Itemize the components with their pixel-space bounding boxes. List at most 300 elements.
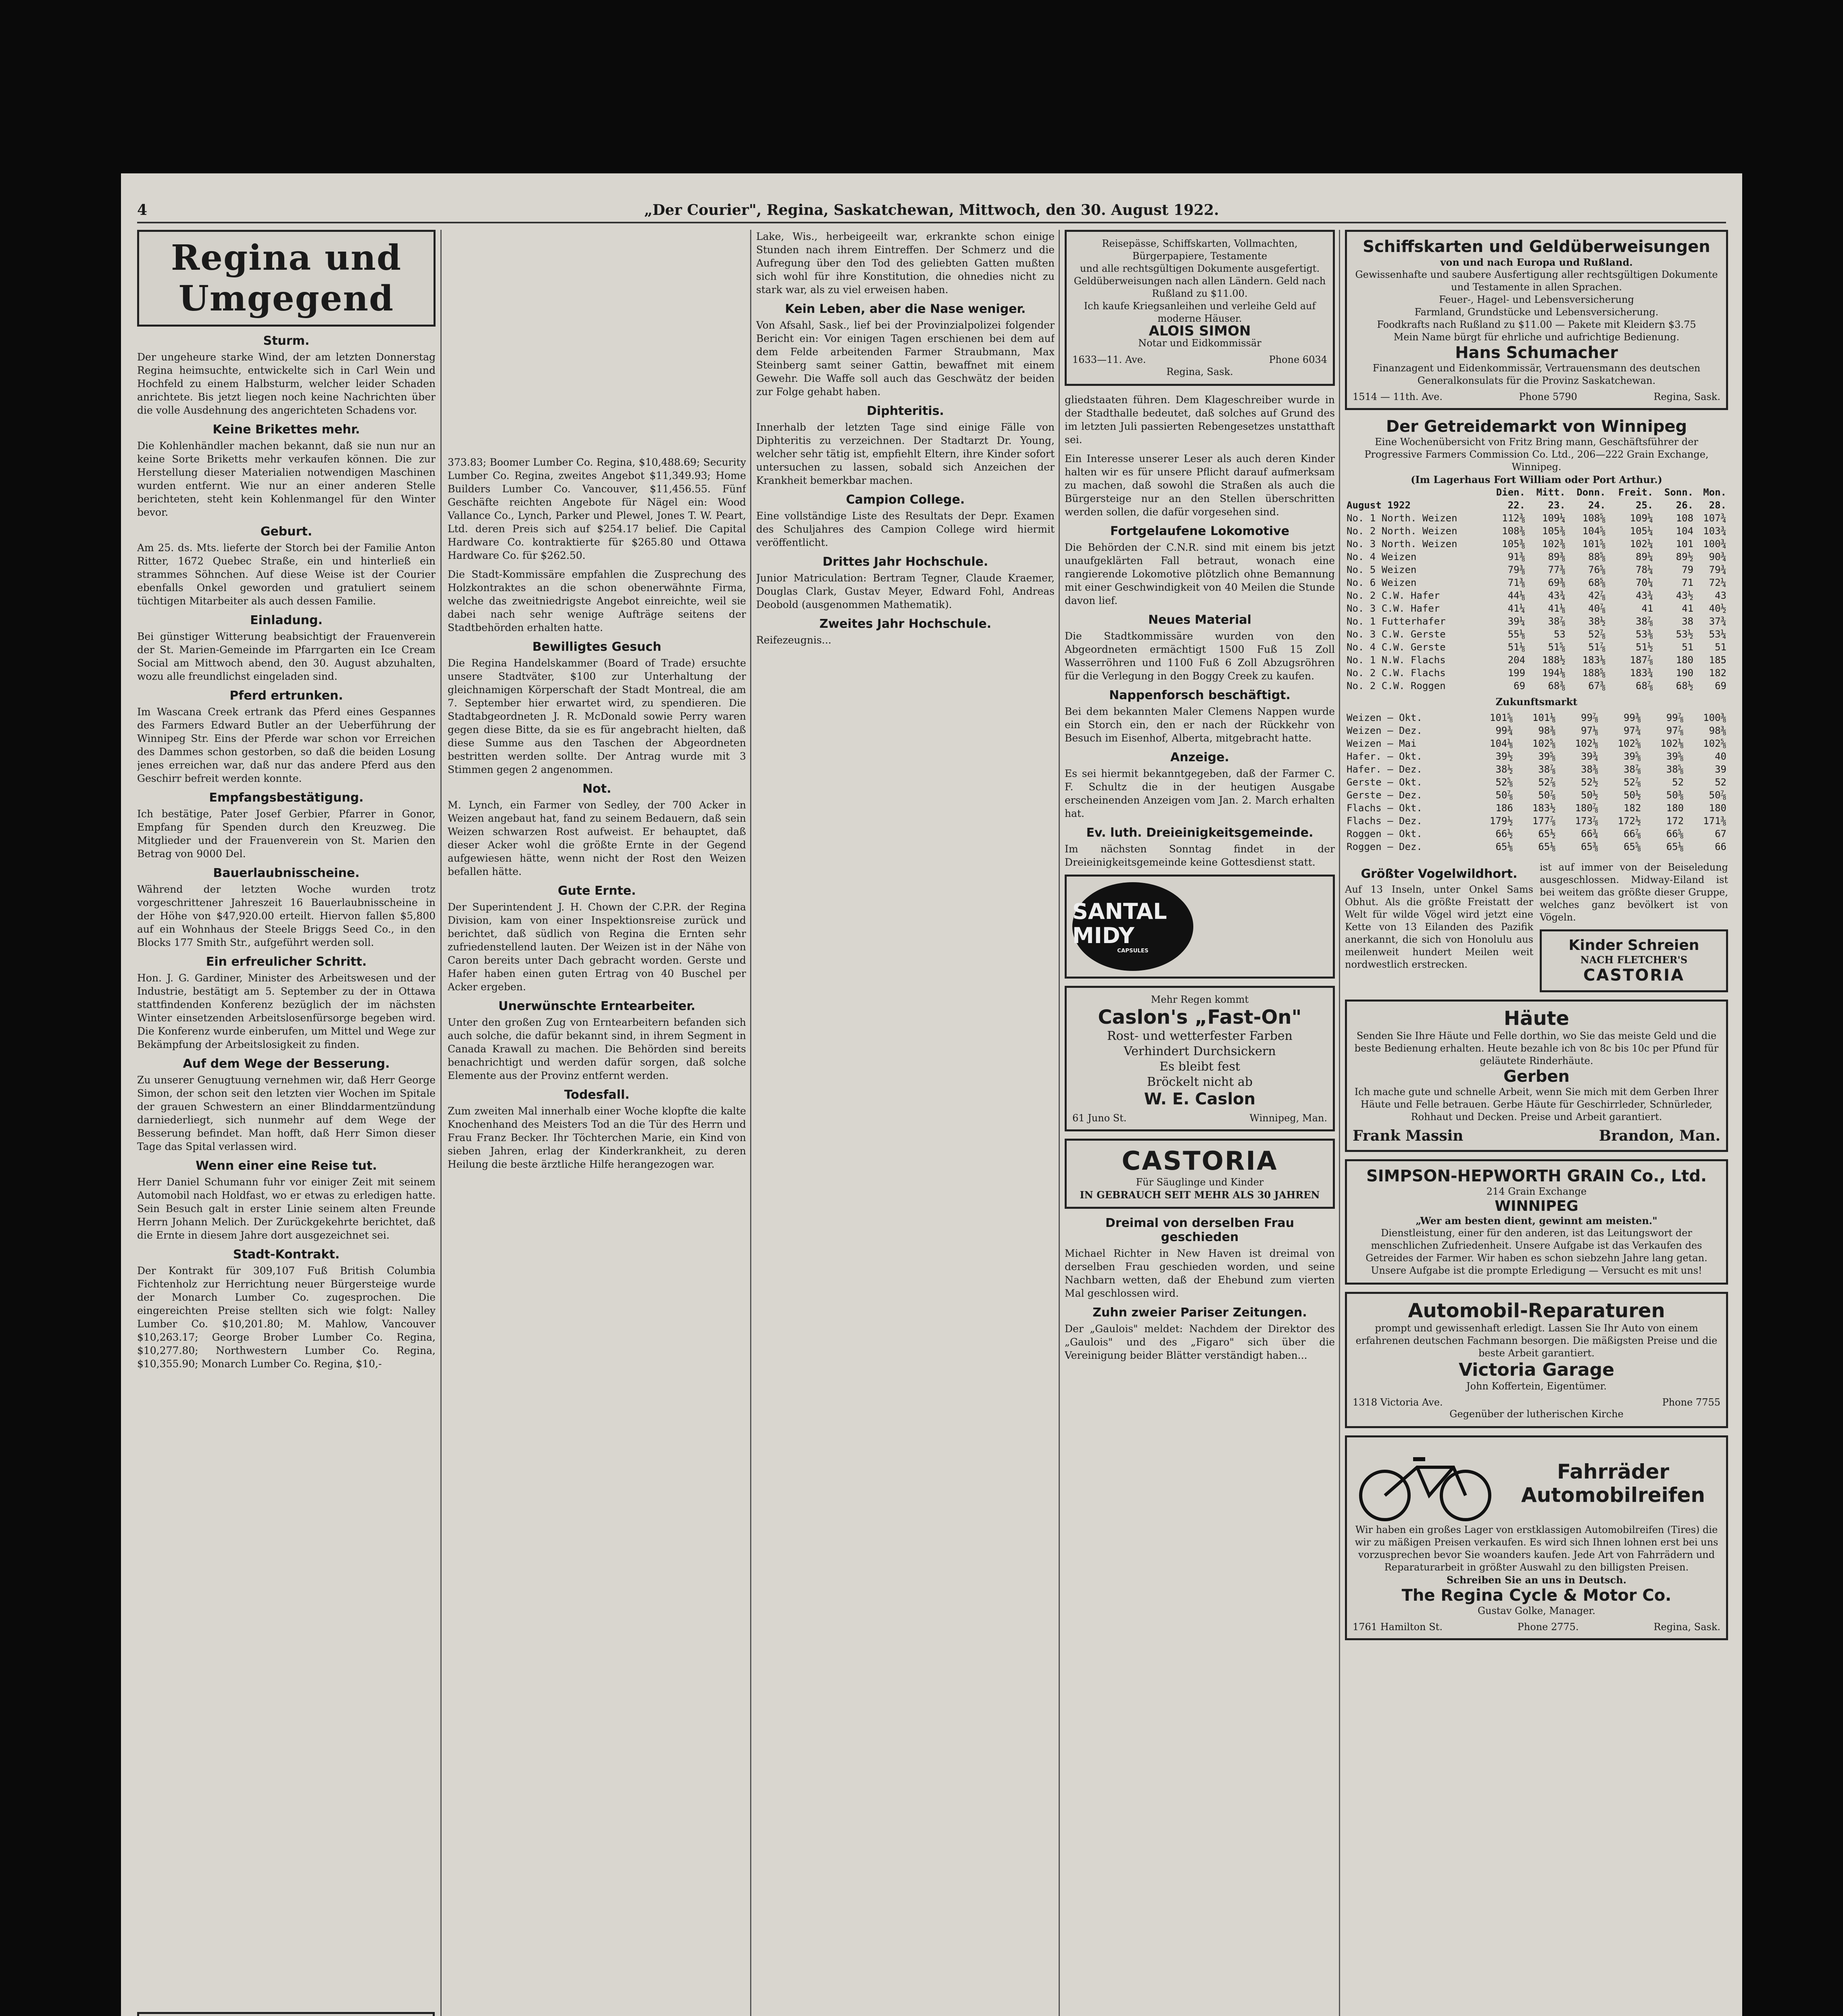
- grain-price: 38⅝: [1666, 764, 1684, 775]
- futures-body: [1345, 711, 1728, 853]
- grain-price: 43¾: [1548, 590, 1566, 601]
- grain-price: 43¾: [1636, 590, 1653, 601]
- table-row: [1345, 814, 1728, 827]
- grain-price: 100¾: [1703, 538, 1726, 550]
- grain-price: 172½: [1618, 815, 1641, 827]
- schiff-tagline: Finanzagent und Eidenkommissär, Vertrauensmann des deutschen Generalkonsulats für die Provinz Saskatchewan.: [1372, 362, 1701, 386]
- grain-market: [1345, 417, 1728, 853]
- grain-price: 98⅜: [1709, 725, 1726, 736]
- column-3-articles: [756, 230, 1055, 647]
- grain-price: 66: [1715, 841, 1726, 852]
- haeute-ad: [1345, 1000, 1728, 1152]
- ad-line: Es bleibt fest: [1159, 1060, 1240, 1074]
- grain-price: 79⅜: [1507, 564, 1526, 575]
- auto-name: Victoria Garage: [1458, 1360, 1615, 1380]
- grain-price: 102⅜: [1542, 538, 1566, 550]
- table-row: [1345, 827, 1728, 840]
- grain-price: 41: [1641, 603, 1653, 614]
- caslon-title: Caslon's „Fast-On": [1098, 1006, 1302, 1029]
- grain-price: 89¼: [1636, 551, 1653, 562]
- article-heading: Zweites Jahr Hochschule.: [819, 617, 992, 631]
- kinder-line1: Kinder Schreien: [1568, 937, 1699, 954]
- grain-price: 100⅜: [1703, 712, 1726, 723]
- grain-price: 71⅜: [1507, 577, 1526, 588]
- castoria-title: CASTORIA: [1122, 1146, 1278, 1176]
- grain-price: 50⅞: [1538, 789, 1556, 801]
- article-text: Im nächsten Sonntag findet in der Dreieinigkeitsgemeinde keine Gottesdienst statt.: [1065, 843, 1335, 868]
- grain-price: 187⅞: [1630, 654, 1653, 666]
- article-heading: Ev. luth. Dreieinigkeitsgemeinde.: [1086, 826, 1313, 840]
- table-row: [1345, 641, 1728, 654]
- grain-table: [1345, 486, 1728, 692]
- grain-price: 51: [1715, 641, 1726, 653]
- article-heading: Sturm.: [263, 334, 310, 348]
- caslon-city: Winnipeg, Man.: [1249, 1112, 1327, 1124]
- grain-price: 89½: [1676, 551, 1694, 562]
- grain-price: 183½: [1532, 802, 1556, 814]
- grain-price: 50½: [1623, 789, 1641, 801]
- table-row: [1345, 615, 1728, 628]
- grain-price: 97⅞: [1666, 725, 1684, 736]
- page-header: [137, 198, 1726, 223]
- simon-name: ALOIS SIMON: [1149, 323, 1251, 339]
- grain-price: 109¼: [1630, 512, 1653, 524]
- castoria-sub: Für Säuglinge und Kinder: [1136, 1177, 1264, 1188]
- grain-price: 39⅝: [1666, 751, 1684, 762]
- ad-line: Rost- und wetterfester Farben: [1107, 1029, 1293, 1043]
- grain-intro: Eine Wochenübersicht von Fritz Bring mann, Geschäftsführer der Progressive Farmers Commission Co. Ltd., 206—222 Grain Exchange, Winnipeg.: [1364, 436, 1709, 473]
- cycle-title1: Fahrräder: [1557, 1460, 1669, 1483]
- cycle-header: [1353, 1443, 1720, 1524]
- grain-price: 102⅝: [1532, 738, 1556, 749]
- column-rule: [1059, 230, 1060, 2016]
- article-text: Die Stadt-Kommissäre empfahlen die Zusprechung des Holzkontraktes an die schon obenerwähnte Firma, welche das zweitniedrigste Angebot einreichte, weil sie dabei nach sehr wenige Aufträge seitens der Stadtbehörden erhalten hatte.: [448, 569, 746, 633]
- column-2-articles: [448, 456, 746, 1171]
- grain-price: 188⅝: [1582, 667, 1606, 679]
- article-text: 373.83; Boomer Lumber Co. Regina, $10,488.69; Security Lumber Co. Regina, zweites Angebot $11,349.93; Home Builders Lumber Co. Vancouver, $11,456.55. Fünf Geschäfte reichten Angebote für Nägel ein: Wood Vallance Co., Lynch, Parker und Plewel, Jones T. W. Peart, Ltd. deren Preis sich auf $254.17 belief. Die Capital Hardware Co. kontraktierte für $265.80 und Ottawa Hardware Co. für $262.50.: [448, 456, 746, 561]
- haeute-city: Brandon, Man.: [1599, 1127, 1720, 1144]
- grain-price: 108⅝: [1582, 512, 1606, 524]
- grain-price: 99⅞: [1581, 712, 1599, 723]
- article-text: Am 25. ds. Mts. lieferte der Storch bei der Familie Anton Ritter, 1672 Quebec Straße, ein und hinterließ ein strammes Söhnchen. Auf diese Weise ist der Courier ebenfalls Onkel geworden und gratuliert seinem tüchtigen Mitarbeiter als auch dessen Familie.: [137, 542, 436, 607]
- grain-price: 109¼: [1542, 512, 1566, 524]
- article-text: Die Kohlenhändler machen bekannt, daß sie nun nur an keine Sorte Briketts mehr verkaufen können. Die zur Herstellung dieser Materialien notwendigen Maschinen wurden entfernt. Wie nur an einer anderen Stelle berichteten, steht kein Kohlenmangel für den Winter bevor.: [137, 440, 436, 518]
- article-text: Innerhalb der letzten Tage sind einige Fälle von Diphteritis zu verzeichnen. Der Stadtarzt Dr. Young, welcher sehr tätig ist, empfiehlt Eltern, ihre Kinder sofort untersuchen zu lassen, sobald sich Anzeichen der Krankheit bemerkbar machen.: [756, 421, 1055, 486]
- grain-price: 39: [1715, 764, 1726, 775]
- grain-price: 65⅛: [1666, 841, 1684, 852]
- grain-price: 99⅜: [1623, 712, 1641, 723]
- caslon-ad: [1065, 986, 1335, 1131]
- grain-price: 204: [1507, 654, 1526, 666]
- grain-price: 102¼: [1630, 538, 1653, 550]
- grain-price: 180: [1709, 802, 1726, 814]
- table-row: [1345, 512, 1728, 525]
- article-heading: Geburt.: [260, 525, 313, 539]
- grain-price: 104: [1676, 525, 1694, 537]
- haeute-footer: [1353, 1127, 1720, 1144]
- grain-price: 43: [1715, 590, 1726, 601]
- caslon-address: 61 Juno St.: [1072, 1112, 1127, 1124]
- grain-price: 66¾: [1581, 828, 1599, 839]
- grain-label: Flachs — Okt.: [1347, 802, 1422, 814]
- kinder-ad: [1540, 929, 1728, 992]
- simpson-ad: [1345, 1159, 1728, 1285]
- column-1-articles: [137, 334, 436, 1370]
- ad-line: Foodkrafts nach Rußland zu $11.00 — Pakete mit Kleidern $3.75: [1377, 319, 1696, 330]
- article-text: gliedstaaten führen. Dem Klageschreiber wurde in der Stadthalle bedeutet, daß solches auf Grund des im letzten Juli passierten Rebengesetzes unstatthaft sei.: [1065, 394, 1335, 446]
- grain-body: [1345, 512, 1728, 692]
- simon-ad: [1065, 230, 1335, 386]
- kinder-line2: NACH FLETCHER'S: [1580, 954, 1688, 966]
- auto-title: Automobil-Reparaturen: [1408, 1300, 1665, 1322]
- grain-label: Flachs — Dez.: [1347, 815, 1422, 827]
- grain-price: 69: [1715, 680, 1726, 691]
- grain-price: 40⅞: [1588, 603, 1606, 614]
- grain-price: 88⅝: [1588, 551, 1606, 562]
- grain-label: No. 1 N.W. Flachs: [1347, 654, 1446, 666]
- grain-label: Weizen — Okt.: [1347, 712, 1422, 723]
- grain-label: No. 3 C.W. Hafer: [1347, 603, 1440, 614]
- article-heading: Bauerlaubnisscheine.: [213, 866, 360, 880]
- grain-day: Sonn.: [1664, 487, 1694, 498]
- masthead-title: Regina und Umgegend: [171, 237, 402, 319]
- grain-date: 25.: [1636, 500, 1653, 511]
- grain-price: 38: [1682, 616, 1694, 627]
- grain-price: 51½: [1636, 641, 1653, 653]
- grain-label: Hafer. — Okt.: [1347, 751, 1422, 762]
- grain-date: 23.: [1548, 500, 1566, 511]
- table-row: [1345, 789, 1728, 802]
- grain-price: 98⅜: [1538, 725, 1556, 736]
- grain-label: No. 2 C.W. Flachs: [1347, 667, 1446, 679]
- grain-price: 102⅝: [1703, 738, 1726, 749]
- table-row: [1345, 525, 1728, 537]
- article-text: Der Superintendent J. H. Chown der C.P.R. der Regina Division, kam von einer Inspektionsreise zurück und berichtet, daß südlich von Regina die Ernten sehr zufriedenstellend lauten. Der Weizen ist in der Nähe von Caron bereits unter Dach gebracht worden. Gerste und Hafer haben einen guten Ertrag von 40 Buschel per Acker ergeben.: [448, 901, 746, 993]
- grain-price: 41⅛: [1548, 603, 1566, 614]
- table-row: [1345, 711, 1728, 724]
- column-rule: [1339, 230, 1340, 2016]
- grain-price: 107¾: [1703, 512, 1726, 524]
- grain-price: 38½: [1588, 616, 1606, 627]
- vogel-left-text: Auf 13 Inseln, unter Onkel Sams Obhut. Als die größte Freistatt der Welt für wilde Vögel wird jetzt eine Kette von 13 Eilanden des Pazifik anerkannt, die sich von Honolulu aus meilenweit hundert Meilen weit nordwestlich erstrecken.: [1345, 884, 1533, 970]
- grain-price: 68½: [1676, 680, 1694, 691]
- table-row: [1345, 750, 1728, 763]
- grain-label: Gerste — Dez.: [1347, 789, 1422, 801]
- table-row: [1345, 550, 1728, 563]
- grain-label: Roggen — Okt.: [1347, 828, 1422, 839]
- grain-price: 66½: [1495, 828, 1513, 839]
- page-number: 4: [137, 202, 148, 219]
- simon-city: Regina, Sask.: [1166, 366, 1233, 377]
- article-text: Ein Interesse unserer Leser als auch deren Kinder halten wir es für unsere Pflicht darauf aufmerksam zu machen, daß sowohl die Straßen als auch die Bürgersteige nur an den Stellen überschritten werden sollen, die dafür vorgesehen sind.: [1065, 453, 1335, 518]
- grain-date: 22.: [1507, 500, 1526, 511]
- ad-line: Verhindert Durchsickern: [1124, 1044, 1276, 1058]
- grain-price: 105⅜: [1542, 525, 1566, 537]
- article-heading: Gute Ernte.: [558, 884, 636, 898]
- santal-oval: [1072, 882, 1193, 971]
- column-rule: [440, 230, 442, 2016]
- simpson-address: 214 Grain Exchange: [1486, 1186, 1587, 1197]
- cycle-footer: [1353, 1621, 1720, 1633]
- grain-price: 39½: [1495, 751, 1513, 762]
- article-heading: Todesfall.: [564, 1088, 630, 1102]
- article-heading: Neues Material: [1148, 613, 1251, 627]
- grain-price: 104⅛: [1490, 738, 1513, 749]
- grain-price: 50⅞: [1495, 789, 1513, 801]
- grain-price: 52½: [1581, 777, 1599, 788]
- simpson-text: Dienstleistung, einer für den anderen, ist das Leitungswort der menschlichen Zufriedenheit. Unsere Aufgabe ist das Verkaufen des Getreides der Farmer. Wir haben es schon siebzehn Jahre lang getan. Unsere Aufgabe ist die prompte Erledigung — Versucht es mit uns!: [1366, 1227, 1707, 1276]
- auto-text: prompt und gewissenhaft erledigt. Lassen Sie Ihr Auto von einem erfahrenen deutschen Fachmann besorgen. Die mäßigsten Preise und die beste Arbeit garantiert.: [1355, 1322, 1718, 1359]
- article-text: Von Afsahl, Sask., lief bei der Provinzialpolizei folgender Bericht ein: Vor einigen Tagen erschienen bei dem auf dem Felde arbeitenden Farmer Straubmann, Max Steinberg samt seiner Gattin, bewaffnet mit einem Gewehr. Die Waffe soll auch das Geschwätz der beiden zur Folge gehabt haben.: [756, 319, 1055, 398]
- grain-price: 89⅜: [1548, 551, 1566, 562]
- grain-price: 171⅜: [1703, 815, 1726, 827]
- ad-line: Reisepässe, Schiffskarten, Vollmachten, Bürgerpapiere, Testamente: [1102, 238, 1298, 262]
- grain-price: 52⅞: [1538, 777, 1556, 788]
- table-row: [1345, 724, 1728, 737]
- grain-price: 71: [1682, 577, 1694, 588]
- grain-day: Freit.: [1618, 487, 1653, 498]
- column-5: [1345, 230, 1728, 2016]
- kinder-line3: CASTORIA: [1583, 966, 1685, 985]
- grain-price: 72¼: [1709, 577, 1726, 588]
- table-row: [1345, 628, 1728, 641]
- article-text: Der Kontrakt für 309,107 Fuß British Columbia Fichtenholz zur Herrichtung neuer Bürgersteige wurde der Monarch Lumber Co. zugesprochen. Die eingereichten Preise stellten sich wie folgt: Nalley Lumber Co. $10,201.80; M. Mahlow, Vancouver $10,263.17; George Brober Lumber Co. Regina, $10,277.80; Northwestern Lumber Co. Regina, $10,355.90; Monarch Lumber Co. Regina, $10,-: [137, 1265, 436, 1370]
- ad-line: Feuer-, Hagel- und Lebensversicherung: [1439, 294, 1634, 305]
- grain-price: 183¾: [1630, 667, 1653, 679]
- castoria-ad: [1065, 1139, 1335, 1209]
- grain-price: 50½: [1581, 789, 1599, 801]
- grain-price: 79¾: [1709, 564, 1726, 575]
- gurken-ad: [137, 2012, 435, 2016]
- caslon-lines: [1072, 1029, 1327, 1090]
- grain-price: 180⅞: [1575, 802, 1599, 814]
- grain-price: 179½: [1490, 815, 1513, 827]
- grain-price: 102⅛: [1660, 738, 1684, 749]
- grain-price: 105⅜: [1502, 538, 1526, 550]
- grain-price: 69: [1514, 680, 1526, 691]
- grain-price: 68⅜: [1548, 680, 1566, 691]
- grain-price: 108: [1676, 512, 1694, 524]
- grain-label: Roggen — Dez.: [1347, 841, 1422, 852]
- grain-label: No. 3 C.W. Gerste: [1347, 629, 1446, 640]
- grain-price: 112⅜: [1502, 512, 1526, 524]
- grain-date: 24.: [1588, 500, 1606, 511]
- grain-price: 186: [1495, 802, 1513, 814]
- article-heading: Kein Leben, aber die Nase weniger.: [785, 302, 1026, 316]
- simon-lines: [1072, 237, 1327, 325]
- simpson-motto: „Wer am besten dient, gewinnt am meisten.": [1416, 1215, 1657, 1227]
- grain-price: 55⅛: [1507, 629, 1526, 640]
- article-text: Der „Gaulois" meldet: Nachdem der Direktor des „Gaulois" und des „Figaro" sich über die Vereinigung beider Blätter verständigt haben...: [1065, 1323, 1335, 1361]
- grain-day: Donn.: [1576, 487, 1606, 498]
- grain-price: 190: [1676, 667, 1694, 679]
- article-text: Ich bestätige, Pater Josef Gerbier, Pfarrer in Gonor, Empfang für Spenden durch den Kreuzweg. Die Mitglieder und der Frauenverein von St. Marien den Betrag von 9000 Del.: [137, 808, 436, 860]
- grain-price: 99⅞: [1666, 712, 1684, 723]
- grain-price: 38⅞: [1623, 764, 1641, 775]
- grain-price: 79: [1682, 564, 1694, 575]
- table-row: [1345, 776, 1728, 789]
- grain-label: Weizen — Mai: [1347, 738, 1417, 749]
- cycle-text: Wir haben ein großes Lager von erstklassigen Automobilreifen (Tires) die wir zu mäßigen Preisen verkaufen. Es wird sich Ihnen lohnen erst bei uns vorzusprechen bevor Sie woanders kaufen. Jede Art von Fahrrädern und Reparaturarbeit in größter Auswahl zu den billigsten Preisen.: [1355, 1524, 1718, 1573]
- grain-price: 188½: [1542, 654, 1566, 666]
- article-text: Hon. J. G. Gardiner, Minister des Arbeitswesen und der Industrie, bestätigt am 5. September zu der in Ottawa stattfindenden Konferenz bezüglich der im nächsten Winter einsetzenden Arbeitslosenfürsorge begeben wird. Die Konferenz wurde einberufen, um Mittel und Wege zur Bekämpfung der Arbeitslosigkeit zu finden.: [137, 972, 436, 1050]
- simon-title: Notar und Eidkommissär: [1138, 337, 1261, 349]
- grain-label: No. 2 North. Weizen: [1347, 525, 1457, 537]
- article-heading: Ein erfreulicher Schritt.: [206, 955, 367, 969]
- auto-ad: [1345, 1292, 1728, 1428]
- article-text: M. Lynch, ein Farmer von Sedley, der 700 Acker in Weizen angebaut hat, fand zu seinem Bedauern, daß sein Weizen schwarzen Rost aufweist. Er behauptet, daß dieser Acker wohl die größte Ernte in der Gegend aufgewiesen hätte, wenn nicht der Rost den Weizen befallen hätte.: [448, 799, 746, 877]
- grain-price: 78¼: [1636, 564, 1653, 575]
- grain-price: 52⅞: [1623, 777, 1641, 788]
- article-text: Junior Matriculation: Bertram Tegner, Claude Kraemer, Douglas Clark, Gustav Meyer, Edward Fohl, Andreas Deobold (ausgenommen Mathematik).: [756, 572, 1055, 610]
- article-text: Im Wascana Creek ertrank das Pferd eines Gespannes des Farmers Edward Butler an der Ueberführung der Winnipeg Str. Eins der Pferde war schon vor Erreichen des Dammes schon gestorben, so daß die beiden Losung jenes erreichen war, daß nur das andere Pferd aus den Geschirr befreit werden konnte.: [137, 706, 436, 784]
- grain-price: 70¼: [1636, 577, 1653, 588]
- auto-phone: Phone 7755: [1662, 1397, 1720, 1408]
- grain-price: 51: [1682, 641, 1694, 653]
- santal-sub: CAPSULES: [1117, 948, 1149, 954]
- article-heading: Dreimal von derselben Frau geschieden: [1105, 1216, 1295, 1244]
- article-text: Eine vollständige Liste des Resultats der Depr. Examen des Schuljahres des Campion College wird hiermit veröffentlicht.: [756, 510, 1055, 548]
- grain-day: Mon.: [1703, 487, 1726, 498]
- grain-label: Gerste — Okt.: [1347, 777, 1422, 788]
- article-text: Herr Daniel Schumann fuhr vor einiger Zeit mit seinem Automobil nach Holdfast, wo er etwas zu erledigen hatte. Sein Besuch galt in erster Linie seinem alten Freunde Herrn Johann Melich. Der Zurückgekehrte berichtet, daß die Ernte in diesem Jahre dort ausgezeichnet sei.: [137, 1176, 436, 1241]
- column-rule: [750, 230, 751, 2016]
- article-text: Zu unserer Genugtuung vernehmen wir, daß Herr George Simon, der schon seit den letzten vier Wochen im Spitale der grauen Schwestern an einer Blinddarmentzündung darniederliegt, sich nunmehr auf dem Wege der Besserung befindet. Man hofft, daß Herr Simon dieser Tage das Spital verlassen wird.: [137, 1074, 436, 1152]
- grain-price: 173⅞: [1575, 815, 1599, 827]
- schiff-address: 1514 — 11th. Ave.: [1353, 391, 1443, 402]
- gerben-title: Gerben: [1503, 1067, 1570, 1086]
- grain-title: Der Getreidemarkt von Winnipeg: [1386, 417, 1687, 436]
- grain-price: 53⅜: [1636, 629, 1653, 640]
- grain-label: No. 1 North. Weizen: [1347, 512, 1457, 524]
- newspaper-header: „Der Courier", Regina, Saskatchewan, Mittwoch, den 30. August 1922.: [644, 202, 1219, 219]
- grain-price: 52: [1715, 777, 1726, 788]
- article-text: Bei günstiger Witterung beabsichtigt der Frauenverein der St. Marien-Gemeinde im Pfarrgarten ein Ice Cream Social am Mittwoch abend, den 30. August abzuhalten, wozu alle freundlichst eingeladen sind.: [137, 631, 436, 682]
- table-row: [1345, 840, 1728, 853]
- article-text: Lake, Wis., herbeigeeilt war, erkrankte schon einige Stunden nach ihrem Eintreffen. Der Schmerz und die Aufregung über den Tod des geliebten Gatten mußten sich wohl für ihre Konstitution, die ohnedies nicht zu stark war, als zu viel erweisen haben.: [756, 231, 1055, 296]
- article-heading: Einladung.: [250, 613, 323, 627]
- article-text: Die Regina Handelskammer (Board of Trade) ersuchte unsere Stadtväter, $100 zur Unterhaltung der gleichnamigen Körperschaft der Stadt Montreal, die am 7. September hier erwartet wird, zu spendieren. Die Stadtabgeordneten J. R. McDonald sowie Perry waren gegen diese Bitte, da sie es für angebracht hielten, daß diese Summe aus den Taschen der Abgeordneten bestritten werden sollte. Der Antrag wurde mit 3 Stimmen gegen 2 angenommen.: [448, 657, 746, 775]
- haeute-title: Häute: [1503, 1007, 1570, 1030]
- grain-price: 38½: [1495, 764, 1513, 775]
- grain-price: 53¼: [1709, 629, 1726, 640]
- article-text: Die Stadtkommissäre wurden von den Abgeordneten ermächtigt 1500 Fuß 15 Zoll Wasserröhren und 1100 Fuß 6 Zoll Abzugsröhren für die Verlegung in den Boggy Creek zu kaufen.: [1065, 630, 1335, 682]
- article-text: Reifezeugnis...: [756, 634, 832, 646]
- masthead-box: [137, 230, 436, 327]
- grain-label: No. 2 C.W. Hafer: [1347, 590, 1440, 601]
- grain-price: 180: [1676, 654, 1694, 666]
- grain-price: 65⅜: [1581, 841, 1599, 852]
- santal-name: SANTAL MIDY: [1072, 898, 1167, 948]
- article-text: Während der letzten Woche wurden trotz vorgeschrittener Jahreszeit 16 Bauerlaubnisscheine in der Höhe von $47,920.00 erteilt. Hiervon fallen $5,800 auf ein Wohnhaus der Steele Briggs Seed Co., in den Blocks 177 Smith Str., aufgeführt werden soll.: [137, 883, 436, 948]
- table-row: [1345, 589, 1728, 602]
- article-heading: Nappenforsch beschäftigt.: [1109, 688, 1291, 702]
- ad-line: Mein Name bürgt für ehrliche und aufrichtige Bedienung.: [1393, 331, 1680, 343]
- simon-phone: Phone 6034: [1269, 354, 1327, 365]
- grain-price: 102⅝: [1618, 738, 1641, 749]
- article-text: Zum zweiten Mal innerhalb einer Woche klopfte die kalte Knochenhand des Meisters Tod an die Tür des Herrn und Frau Franz Becker. Ihr Töchterchen Marie, ein Kind von sieben Jahren, erlag der Kinderkrankheit, zu deren Heilung die beste ärztliche Hilfe herangezogen war.: [448, 1105, 746, 1170]
- grain-price: 105¼: [1630, 525, 1653, 537]
- vogel-right-text: ist auf immer von der Beiseledung ausgeschlossen. Midway-Eiland ist bei weitem das größte dieser Gruppe, welches ganz bevölkert ist von Vögeln.: [1540, 862, 1728, 923]
- article-text: Es sei hiermit bekanntgegeben, daß der Farmer C. F. Schultz die in der heutigen Ausgabe erscheinenden Anzeigen vom Jan. 2. March erhalten hat.: [1065, 768, 1335, 819]
- ad-line: Ich kaufe Kriegsanleihen und verleihe Geld auf moderne Häuser.: [1084, 300, 1316, 324]
- schiff-ad: [1345, 230, 1728, 410]
- table-row: [1345, 563, 1728, 576]
- table-row: [1345, 666, 1728, 679]
- grain-label: No. 4 C.W. Gerste: [1347, 641, 1446, 653]
- column-4-tail-articles: [1065, 1216, 1335, 1362]
- grain-price: 39⅝: [1538, 751, 1556, 762]
- grain-label: No. 4 Weizen: [1347, 551, 1417, 562]
- grain-price: 76⅝: [1588, 564, 1606, 575]
- santal-ad: [1065, 875, 1335, 979]
- table-row: [1345, 602, 1728, 615]
- article-heading: Anzeige.: [1170, 750, 1229, 764]
- vogel-section: [1345, 861, 1728, 1000]
- grain-price: 42⅞: [1588, 590, 1606, 601]
- grain-price: 41¼: [1507, 603, 1526, 614]
- grain-label: No. 6 Weizen: [1347, 577, 1417, 588]
- futures-title: Zukunftsmarkt: [1495, 696, 1578, 708]
- column-4-articles: [1065, 393, 1335, 869]
- article-text: Der ungeheure starke Wind, der am letzten Donnerstag Regina heimsuchte, entwickelte sich in Carl Wein und Hochfeld zu einem Halbsturm, welcher leider Schaden anrichtete. Bis jetzt liegen noch keine Nachrichten über die volle Ausdehnung des angerichteten Schadens vor.: [137, 351, 436, 416]
- grain-price: 51⅞: [1588, 641, 1606, 653]
- grain-price: 172: [1666, 815, 1684, 827]
- auto-owner: John Koffertein, Eigentümer.: [1466, 1381, 1607, 1392]
- article-heading: Keine Brikettes mehr.: [213, 423, 360, 437]
- grain-price: 101⅛: [1532, 712, 1556, 723]
- schiff-phone: Phone 5790: [1519, 391, 1577, 402]
- grain-price: 52⅝: [1495, 777, 1513, 788]
- caslon-top: Mehr Regen kommt: [1151, 994, 1249, 1005]
- schiff-name: Hans Schumacher: [1455, 344, 1618, 362]
- grain-price: 39⅝: [1623, 751, 1641, 762]
- column-1: [137, 230, 436, 2016]
- article-heading: Not.: [582, 782, 611, 796]
- grain-date: 28.: [1709, 500, 1726, 511]
- ad-line: Farmland, Grundstücke und Lebensversicherung.: [1414, 306, 1659, 318]
- table-row: [1345, 679, 1728, 692]
- grain-day: Mitt.: [1536, 487, 1566, 498]
- cycle-address: 1761 Hamilton St.: [1353, 1621, 1443, 1633]
- ad-line: Gewissenhafte und saubere Ausfertigung aller rechtsgültigen Dokumente und Testamente in allen Sprachen.: [1355, 269, 1718, 293]
- grain-price: 185: [1709, 654, 1726, 666]
- grain-price: 40½: [1709, 603, 1726, 614]
- article-heading: Campion College.: [846, 493, 965, 507]
- grain-dates-row: [1345, 499, 1728, 512]
- vogel-right: [1540, 861, 1728, 1000]
- schiff-city: Regina, Sask.: [1653, 391, 1720, 402]
- grain-price: 65⅝: [1623, 841, 1641, 852]
- cycle-ad: [1345, 1435, 1728, 1640]
- grain-price: 51⅝: [1548, 641, 1566, 653]
- grain-label: No. 1 Futterhafer: [1347, 616, 1446, 627]
- grain-price: 43½: [1676, 590, 1694, 601]
- article-heading: Empfangsbestätigung.: [209, 791, 364, 805]
- grain-label: Weizen — Dez.: [1347, 725, 1422, 736]
- table-row: [1345, 576, 1728, 589]
- grain-price: 52: [1672, 777, 1684, 788]
- grain-price: 194⅛: [1542, 667, 1566, 679]
- grain-price: 99¾: [1495, 725, 1513, 736]
- schiff-footer: [1353, 391, 1720, 402]
- grain-price: 182: [1709, 667, 1726, 679]
- vogel-title: Größter Vogelwildhort.: [1361, 867, 1518, 881]
- grain-price: 67: [1715, 828, 1726, 839]
- article-heading: Diphteritis.: [867, 404, 944, 418]
- simon-address: 1633—11. Ave.: [1072, 354, 1146, 365]
- cycle-phone: Phone 2775.: [1517, 1621, 1579, 1633]
